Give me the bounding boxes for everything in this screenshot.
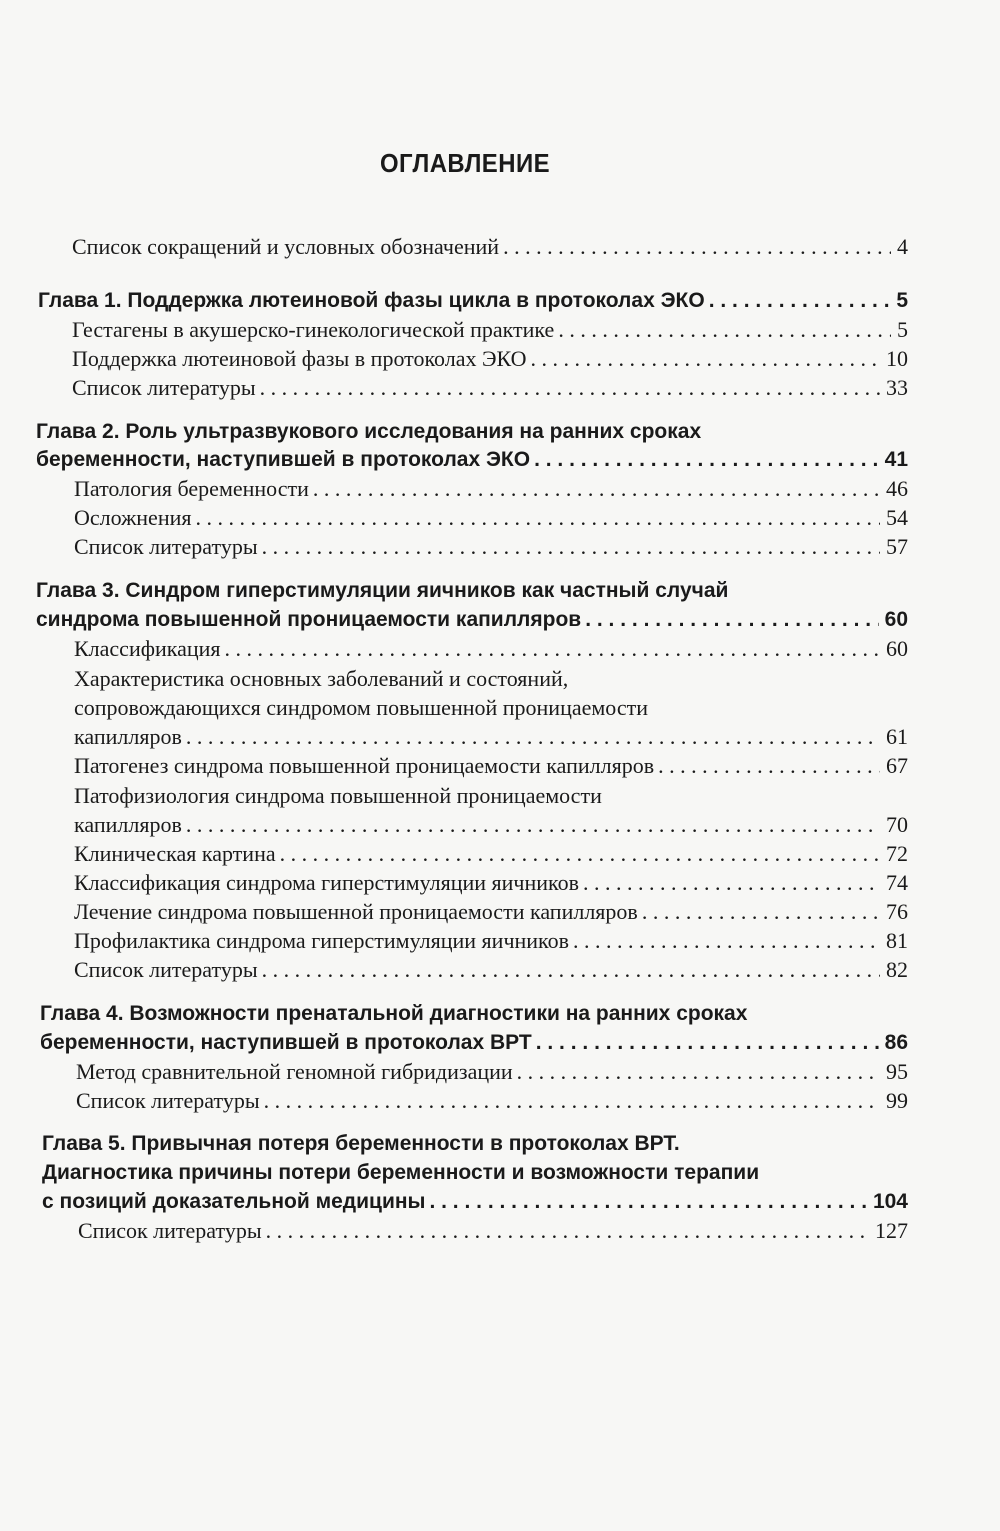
leader-dots xyxy=(499,232,891,262)
toc-entry[interactable] xyxy=(74,955,908,985)
toc-entry[interactable] xyxy=(74,474,908,504)
toc-entry[interactable] xyxy=(74,751,908,781)
leader-dots xyxy=(513,1057,880,1087)
toc-chapter-title-line: Глава 4. Возможности пренатальной диагностики на ранних сроках xyxy=(40,1002,748,1025)
leader-dots xyxy=(260,1086,880,1116)
toc-page-number: 72 xyxy=(886,841,908,866)
toc-page-number: 76 xyxy=(886,899,908,924)
toc-entry-text: Классификация xyxy=(74,636,221,661)
toc-entry-text: Классификация синдрома гиперстимуляции яичников xyxy=(74,870,579,895)
toc-chapter-title-line: Глава 5. Привычная потеря беременности в протоколах ВРТ. xyxy=(42,1132,680,1155)
toc-entry-text: Список литературы xyxy=(74,534,258,559)
toc-entry-text: капилляров xyxy=(74,812,182,837)
toc-page-number: 127 xyxy=(875,1218,908,1243)
toc-page-number: 70 xyxy=(886,812,908,837)
toc-page-number: 99 xyxy=(886,1088,908,1113)
toc-entry[interactable] xyxy=(74,810,908,840)
toc-page-number: 4 xyxy=(897,234,908,259)
toc-chapter-title-line: Глава 2. Роль ультразвукового исследования на ранних сроках xyxy=(36,420,702,443)
leader-dots xyxy=(569,926,880,956)
toc-entry[interactable] xyxy=(76,1057,908,1087)
leader-dots xyxy=(654,751,880,781)
toc-chapter-entry[interactable] xyxy=(38,286,908,316)
toc-page-number: 5 xyxy=(896,289,908,312)
leader-dots xyxy=(309,474,880,504)
toc-page-number: 46 xyxy=(886,476,908,501)
toc-page-number: 104 xyxy=(872,1190,908,1213)
leader-dots xyxy=(532,1028,879,1058)
toc-chapter-title-line: Глава 3. Синдром гиперстимуляции яичников как частный случай xyxy=(36,579,729,602)
leader-dots xyxy=(258,532,880,562)
toc-page-number: 86 xyxy=(884,1031,908,1054)
toc-page-number: 60 xyxy=(884,608,908,631)
toc-chapter-entry[interactable] xyxy=(40,1028,908,1058)
toc-entry[interactable] xyxy=(74,897,908,927)
toc-entry-text: Патогенез синдрома повышенной проницаемости капилляров xyxy=(74,753,655,778)
toc-entry-text: Список литературы xyxy=(74,957,258,982)
toc-entry-text: Глава 1. Поддержка лютеиновой фазы цикла в протоколах ЭКО xyxy=(38,289,705,312)
toc-page-number: 67 xyxy=(886,753,908,778)
toc-entry-text: Список литературы xyxy=(78,1218,262,1243)
toc-page-number: 54 xyxy=(886,505,908,530)
toc-entry-text: Список литературы xyxy=(76,1088,260,1113)
toc-page-number: 82 xyxy=(886,957,908,982)
toc-entry-text: Осложнения xyxy=(74,505,192,530)
toc-entry-text-line: Характеристика основных заболеваний и состояний, xyxy=(74,666,569,691)
leader-dots xyxy=(262,1216,869,1246)
page-title: ОГЛАВЛЕНИЕ xyxy=(379,148,551,178)
leader-dots xyxy=(638,897,880,927)
toc-page-number: 41 xyxy=(884,448,908,471)
toc-entry-text: Лечение синдрома повышенной проницаемости капилляров xyxy=(74,899,638,924)
toc-entry[interactable] xyxy=(78,1216,908,1246)
toc-entry-text: синдрома повышенной проницаемости капилляров xyxy=(36,608,582,631)
toc-entry[interactable] xyxy=(74,926,908,956)
toc-page-number: 33 xyxy=(886,375,908,400)
toc-entry[interactable] xyxy=(74,868,908,898)
leader-dots xyxy=(258,955,880,985)
leader-dots xyxy=(425,1187,866,1217)
toc-page-number: 57 xyxy=(886,534,908,559)
leader-dots xyxy=(221,634,880,664)
toc-entry[interactable] xyxy=(74,634,908,664)
toc-entry-text: Список сокращений и условных обозначений xyxy=(72,234,500,259)
toc-entry[interactable] xyxy=(72,232,908,262)
toc-entry-text: Метод сравнительной геномной гибридизации xyxy=(76,1059,513,1084)
toc-entry-text: Профилактика синдрома гиперстимуляции яичников xyxy=(74,928,570,953)
toc-page-number: 95 xyxy=(886,1059,908,1084)
toc-page-number: 10 xyxy=(886,346,908,371)
toc-entry-text: Гестагены в акушерско-гинекологической практике xyxy=(72,317,555,342)
toc-chapter-entry[interactable] xyxy=(42,1187,908,1217)
toc-chapter-title-line: Диагностика причины потери беременности и возможности терапии xyxy=(42,1161,760,1184)
toc-chapter-entry[interactable] xyxy=(36,445,908,475)
toc-entry-text: беременности, наступившей в протоколах ВРТ xyxy=(40,1031,532,1054)
leader-dots xyxy=(581,605,878,635)
toc-entry[interactable] xyxy=(74,722,908,752)
leader-dots xyxy=(182,722,880,752)
leader-dots xyxy=(579,868,880,898)
toc-entry[interactable] xyxy=(72,344,908,374)
toc-page-number: 74 xyxy=(886,870,908,895)
toc-entry-text: Патология беременности xyxy=(74,476,309,501)
leader-dots xyxy=(554,315,891,345)
toc-entry-text-line: сопровождающихся синдромом повышенной проницаемости xyxy=(74,695,649,720)
toc-page-number: 61 xyxy=(886,724,908,749)
toc-entry[interactable] xyxy=(72,315,908,345)
toc-entry-text-line: Патофизиология синдрома повышенной проницаемости xyxy=(74,783,602,808)
toc-entry-text: беременности, наступившей в протоколах ЭКО xyxy=(36,448,531,471)
leader-dots xyxy=(192,503,881,533)
toc-page-number: 81 xyxy=(886,928,908,953)
toc-entry[interactable] xyxy=(74,839,908,869)
toc-entry-text: Клиническая картина xyxy=(74,841,276,866)
toc-entry-text: Список литературы xyxy=(72,375,256,400)
toc-entry[interactable] xyxy=(74,532,908,562)
toc-chapter-entry[interactable] xyxy=(36,605,908,635)
toc-entry[interactable] xyxy=(74,503,908,533)
leader-dots xyxy=(530,445,879,475)
leader-dots xyxy=(705,286,891,316)
leader-dots xyxy=(276,839,880,869)
toc-entry-text: капилляров xyxy=(74,724,182,749)
toc-entry[interactable] xyxy=(76,1086,908,1116)
leader-dots xyxy=(527,344,880,374)
leader-dots xyxy=(182,810,880,840)
toc-entry-text: Поддержка лютеиновой фазы в протоколах ЭКО xyxy=(72,346,527,371)
toc-entry[interactable] xyxy=(72,373,908,403)
toc-page-number: 5 xyxy=(897,317,908,342)
leader-dots xyxy=(256,373,880,403)
toc-page-number: 60 xyxy=(886,636,908,661)
toc-entry-text: с позиций доказательной медицины xyxy=(42,1190,426,1213)
